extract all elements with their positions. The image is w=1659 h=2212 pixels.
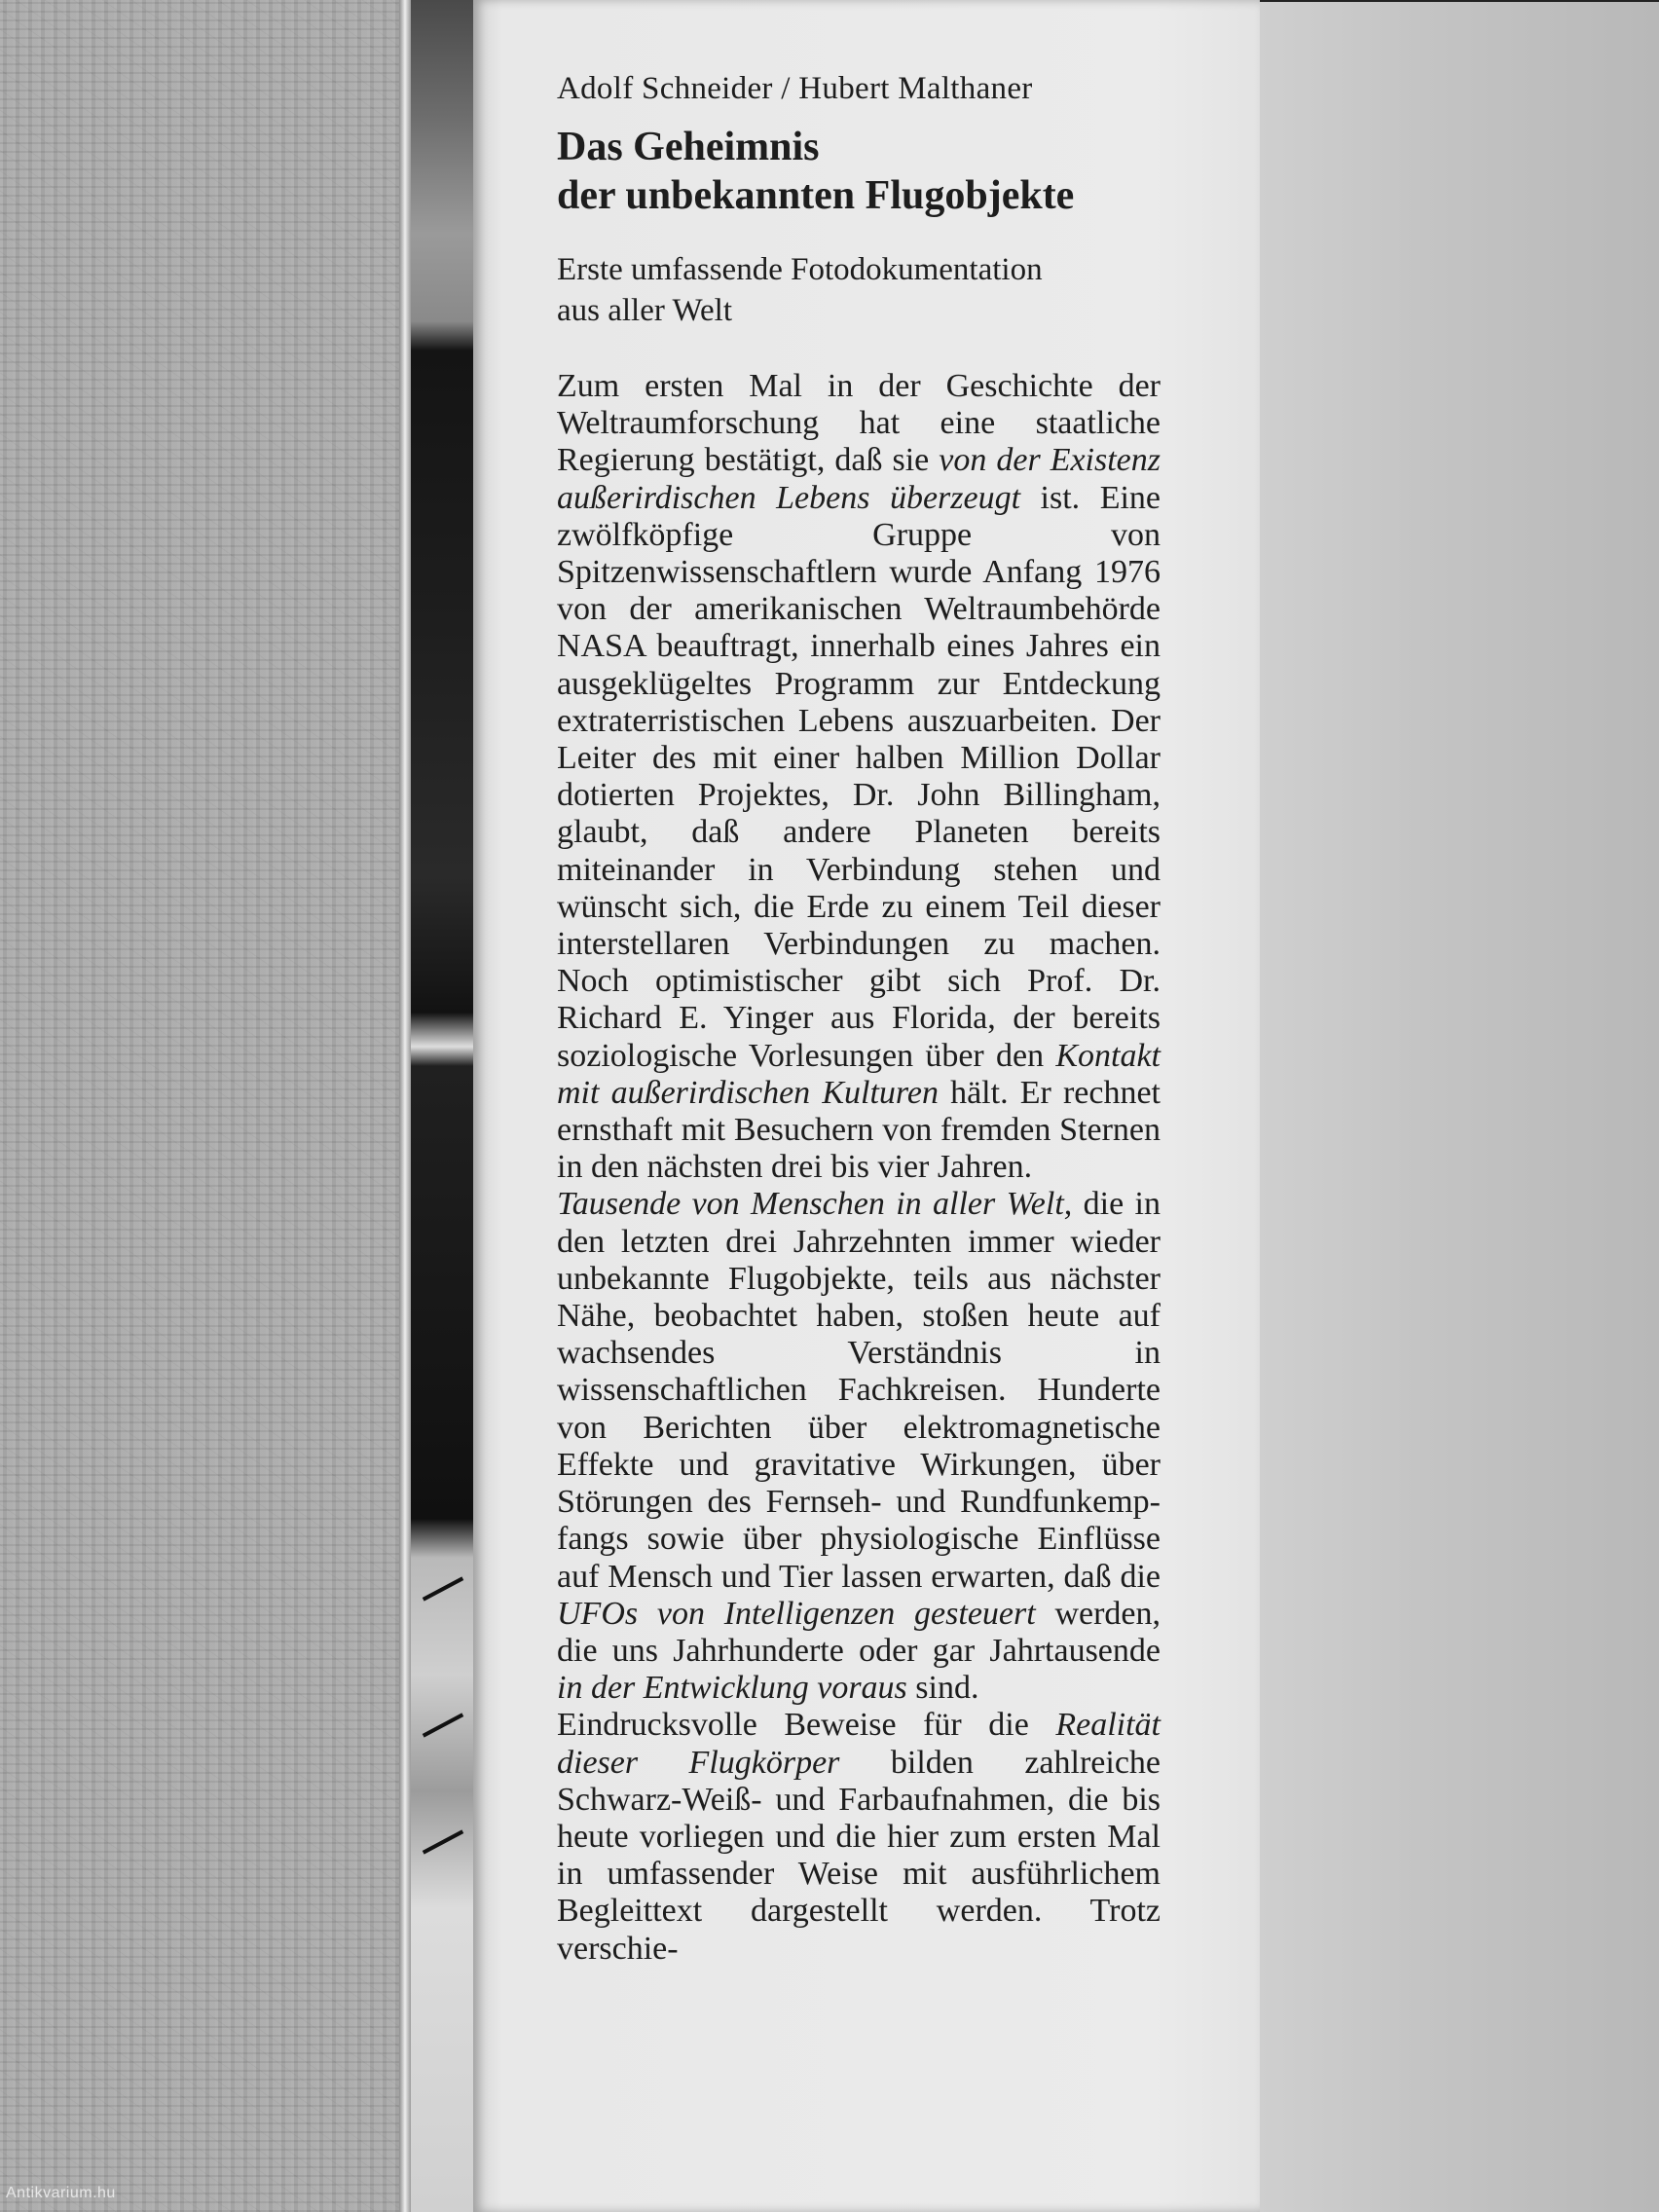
emphasis-text: Tausende von Menschen in aller Welt, — [557, 1186, 1073, 1223]
body-paragraph — [557, 368, 1161, 1186]
title-line: Das Geheimnis — [557, 125, 820, 169]
subtitle-line: Erste umfassende Fotodokumentation — [557, 252, 1043, 287]
flap-text — [557, 68, 1161, 1968]
text-run: hält. Er rechnet ernsthaft mit Besuchern von fremden Sternen in den nächsten drei bis vier Jahren. — [557, 1074, 1161, 1186]
book-spine — [411, 0, 473, 2212]
title-line: der unbekannten Flugobjekte — [557, 173, 1075, 218]
emphasis-text: Kontakt mit außerirdischen Kulturen — [557, 1037, 1161, 1111]
subtitle — [557, 249, 1161, 331]
emphasis-text: in der Entwicklung voraus — [557, 1670, 907, 1707]
emphasis-text: UFOs von Intelligenzen gesteuert — [557, 1595, 1036, 1632]
emphasis-text: von der Existenz außerirdischen Lebens überzeugt — [557, 442, 1161, 516]
text-run: bilden zahlreiche Schwarz-Weiß- und Farbaufnahmen, die bis heute vorliegen und die hier zum ersten Mal in umfassender Weise mit ausführlichem Begleittext dargestellt werden. Trotz verschie- — [557, 1744, 1161, 1967]
book-title — [557, 123, 1161, 220]
emphasis-text: Realität dieser Flugkörper — [557, 1707, 1161, 1781]
book-cover — [0, 0, 399, 2212]
text-run: ist. Eine zwölfköpfige Gruppe von Spitzenwissenschaftlern wurde Anfang 1976 von der amerikanischen Weltraumbehörde NASA beauftragt, innerhalb eines Jahres ein ausgeklügeltes Programm zur Entdeckung extraterristischen Lebens auszuarbeiten. Der Leiter des mit einer halben Million Dollar dotierten Projektes, Dr. John Billingham, glaubt, daß andere Planeten bereits miteinander in Verbindung stehen und wünscht sich, die Erde zu einem Teil dieser interstellaren Verbindungen zu machen. Noch optimistischer gibt sich Prof. Dr. Richard E. Yinger aus Florida, der bereits soziologische Vorlesungen über den — [557, 479, 1161, 1074]
text-run: Zum ersten Mal in der Geschichte der Weltraumforschung hat eine staatliche Regierung bestätigt, daß sie — [557, 368, 1161, 479]
authors: Adolf Schneider / Hubert Malthaner — [557, 71, 1033, 106]
background — [1260, 0, 1659, 2212]
edge-line — [1260, 0, 1659, 2]
cover-edge — [399, 0, 411, 2212]
text-run: die in den letzten drei Jahrzehnten immer wieder unbekannte Flugobjekte, teils aus nächster Nähe, beobachtet haben, stoßen heute auf wachsendes Verständnis in wissenschaftlichen Fachkreisen. Hunderte von Berichten über elektromagnetische Effekte und gravitative Wirkungen, über Störungen des Fernseh- und Rundfunkempfangs sowie über physiologische Einflüsse auf Mensch und Tier lassen erwarten, daß die — [557, 1186, 1161, 1595]
text-run: sind. — [906, 1670, 979, 1707]
body-paragraph — [557, 1707, 1161, 1967]
body-paragraph — [557, 1186, 1161, 1707]
subtitle-line: aus aller Welt — [557, 293, 733, 328]
watermark: Antikvarium.hu — [6, 2185, 116, 2201]
text-run: Eindrucksvolle Beweise für die — [557, 1707, 1056, 1744]
text-run: werden, die uns Jahrhunderte oder gar Jahrtausende — [557, 1595, 1161, 1669]
